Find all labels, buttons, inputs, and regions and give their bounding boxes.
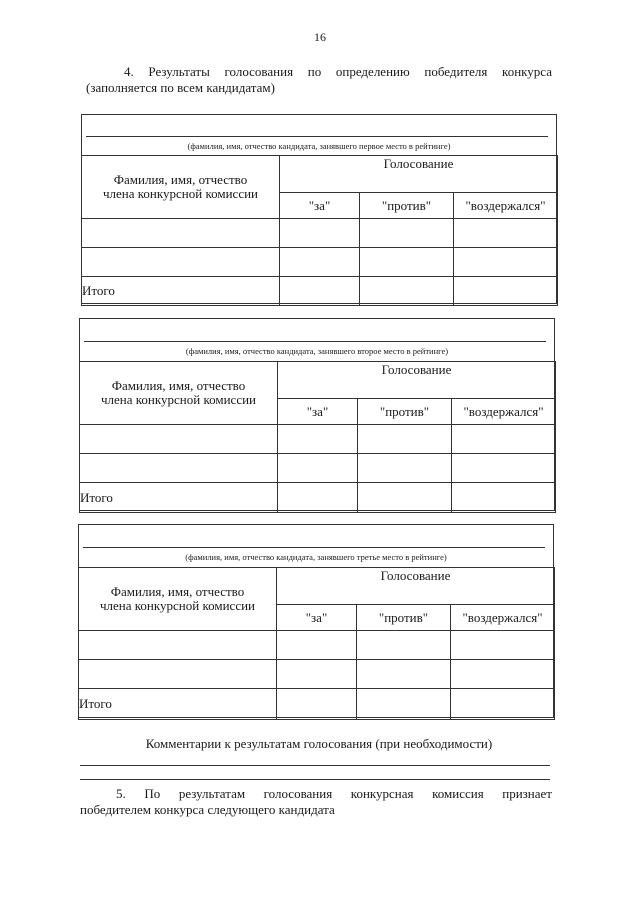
member-name-cell[interactable] [82,219,280,248]
member-name-cell[interactable] [79,631,277,660]
total-cell[interactable] [277,689,357,720]
total-cell[interactable] [451,689,555,720]
section-4-heading [86,64,552,96]
candidate-1-caption: (фамилия, имя, отчество кандидата, занявшего первое место в рейтинге) [187,141,451,151]
member-name-header: Фамилия, имя, отчество члена конкурсной комиссии [80,362,278,425]
vote-cell[interactable] [360,248,454,277]
total-row [80,483,556,513]
vote-cell[interactable] [357,631,451,660]
section-5-line-2: победителем конкурса следующего кандидата [80,802,335,817]
candidate-3-name-line[interactable] [83,547,545,548]
candidate-3-voting-table [78,567,555,720]
total-label: Итого [80,483,278,513]
total-cell[interactable] [358,483,452,513]
vote-cell[interactable] [452,454,556,483]
vote-cell[interactable] [360,219,454,248]
vote-cell[interactable] [277,660,357,689]
candidate-2-block [79,318,555,511]
member-name-header: Фамилия, имя, отчество члена конкурсной комиссии [79,568,277,631]
vote-cell[interactable] [278,425,358,454]
total-label: Итого [82,277,280,306]
vote-cell[interactable] [358,425,452,454]
total-cell[interactable] [360,277,454,306]
candidate-3-caption: (фамилия, имя, отчество кандидата, занявшего третье место в рейтинге) [185,552,447,562]
candidate-3-block [78,524,554,718]
total-cell[interactable] [280,277,360,306]
section-5-heading [80,786,552,818]
candidate-1-name-line[interactable] [86,136,548,137]
member-name-cell[interactable] [80,425,278,454]
member-name-cell[interactable] [79,660,277,689]
vote-abstain-header: "воздержался" [451,605,555,631]
total-cell[interactable] [452,483,556,513]
vote-against-header: "против" [360,193,454,219]
vote-cell[interactable] [358,454,452,483]
vote-cell[interactable] [357,660,451,689]
member-name-cell[interactable] [80,454,278,483]
table-row [79,660,555,689]
vote-cell[interactable] [280,219,360,248]
total-cell[interactable] [454,277,558,306]
vote-header: Голосование [278,362,556,399]
page-number: 16 [314,30,326,44]
table-row [82,248,558,277]
vote-cell[interactable] [452,425,556,454]
vote-cell[interactable] [454,248,558,277]
vote-cell[interactable] [280,248,360,277]
total-cell[interactable] [278,483,358,513]
candidate-1-voting-table [81,155,558,306]
vote-cell[interactable] [277,631,357,660]
vote-abstain-header: "воздержался" [452,399,556,425]
vote-for-header: "за" [280,193,360,219]
vote-cell[interactable] [278,454,358,483]
total-row [82,277,558,306]
vote-for-header: "за" [278,399,358,425]
vote-abstain-header: "воздержался" [454,193,558,219]
table-row [79,631,555,660]
total-label: Итого [79,689,277,720]
candidate-1-block [81,114,557,304]
vote-against-header: "против" [357,605,451,631]
vote-against-header: "против" [358,399,452,425]
comments-line-1[interactable] [80,765,550,766]
table-row [82,219,558,248]
candidate-2-caption: (фамилия, имя, отчество кандидата, занявшего второе место в рейтинге) [185,346,449,356]
section-4-line-2: (заполняется по всем кандидатам) [86,80,275,95]
total-row [79,689,555,720]
section-5-line-1: 5. По результатам голосования конкурсная комиссия признает [116,786,552,801]
table-row [80,425,556,454]
candidate-2-name-line[interactable] [84,341,546,342]
vote-cell[interactable] [451,660,555,689]
vote-cell[interactable] [451,631,555,660]
vote-for-header: "за" [277,605,357,631]
comments-label: Комментарии к результатам голосования (при необходимости) [145,736,493,751]
vote-header: Голосование [277,568,555,605]
vote-header: Голосование [280,156,558,193]
table-row [80,454,556,483]
vote-cell[interactable] [454,219,558,248]
section-4-line-1: 4. Результаты голосования по определению победителя конкурса [124,64,552,79]
member-name-header: Фамилия, имя, отчество члена конкурсной комиссии [82,156,280,219]
member-name-cell[interactable] [82,248,280,277]
comments-line-2[interactable] [80,779,550,780]
candidate-2-voting-table [79,361,556,513]
total-cell[interactable] [357,689,451,720]
